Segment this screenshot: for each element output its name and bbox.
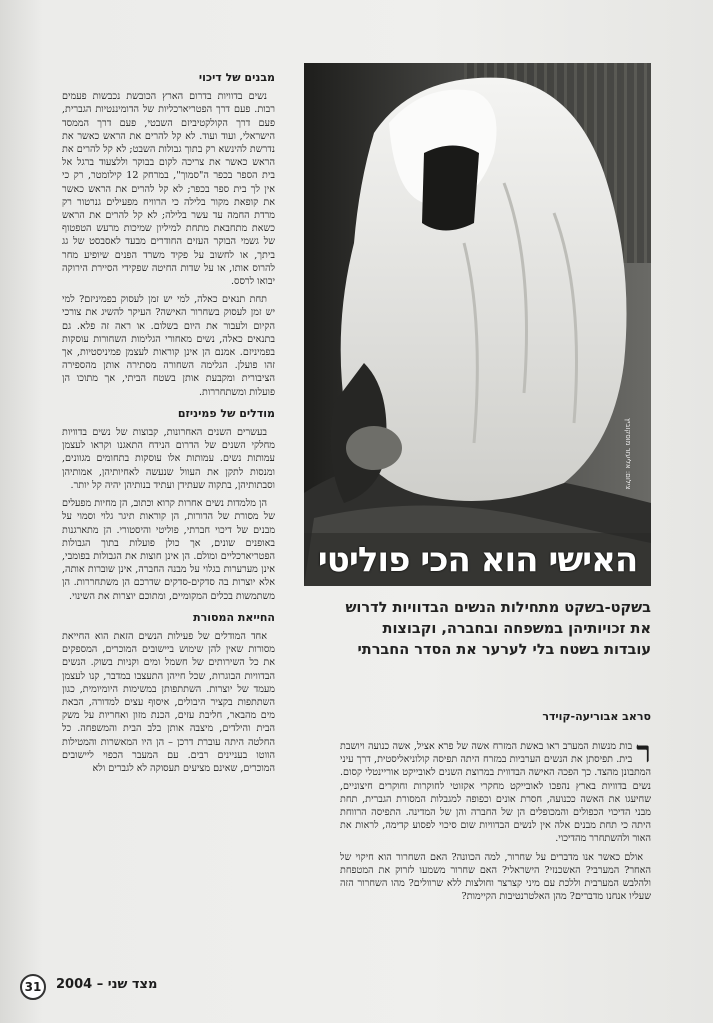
page-number: 31 — [20, 974, 46, 1000]
section-heading-oppression: מבנים של דיכוי — [198, 71, 275, 84]
section-heading-feminism-models: מודלים של פמיניזם — [177, 406, 275, 420]
veiled-woman-illustration — [304, 63, 651, 586]
paragraph: בות מנשות המערב ראו באשת המזרח אשה של פרא אציל, אשה כנועה ויושבת בית. תפיסתן את הנשים הערביות במזרח היתה תפיסה קולוניאליסטית, דרך עיני המתבונן מהצד. כך הפכה האישה הבדווית במרוצת השנים לאובייקט אוריינטלי קסום. נשים בדוויות בארץ נהפכו לאובייקט מחקרי אקזוטי לחוקרות וחוקרים חיצוניים, שחיעגו את האשה ככנועה, חסרת אונים וכפופה למגבלות המסורת הגברית, תחת מבני הדיכוי הכפולים והמכופלים הן של החברה והן של המדינה. התפיסה הרווחת היתה כי תחת מבנים אלה אין לנשים הבדוויות שום סיכוי לפסוע קדימה, לראות את האור ולהשתחרר מהדיכוי. — [340, 741, 651, 845]
drop-cap: ר — [636, 740, 651, 770]
paragraph: בעשרים השנים האחרונות, קבוצות של נשים בדוויות מחלקי השנים של הדרום הנידח התאגנו וקראו לעצמן עמותות נשים. עמותות אלו עוסקות בתחומים מגוונים, ומנסות לתקן את העוול שנעשה לאחיותיהן, אמותיהן וסבתותיהן, בתקוה שעתידן ועתיד בנותיהן יהיה קל יותר. — [62, 427, 275, 491]
paragraph: הן מלמדות נשים אחרות קרוא וכתוב, הן מחיות מפעלים של מסורת של הדורות, הן קוראות תיגר גלוי וסמוי על מבנים של דיכוי חברתי, פוליטי והיסטורי. הן מתארגנות באופנים שונים, אך כולן פועלות בתוך הגבולות הפטריארכליים ומולם. הן אינן חוצות את הגבולות בפומבי, אינן מערערות בגלוי על מבנה החברה, אינן שוברות אותה, אלא יוצרות בה סדקים-סדקים שדרכם הן משתחררות. הן משתמשות בכלים המקומיים, ומתוכם יוצרות את השינוי. — [62, 498, 275, 602]
article-photo — [304, 63, 651, 586]
paragraph: אחד המודלים של פעילות הנשים הזאת הוא החייאת מסורות שאין להן שימוש ביישובים המוכרים, המספקים את כל השירותים של חשמל ומים וקניות בשוק. הנשים הבדוויות הבוגרות, שכל חייהן התעצבו במדבר, קנו לעצמן מעמד של יוצרות. השתתפותן במשימות היומיומית, כגון השתתפות בקציר היבולים, איסוף עצים למדורה, הבאת מים מהבאר, חליבת עזים, הכנת מזון ואחריות על משק הבית והילדים, מיצבה אותן בלב הבית והמשפחה. כל החלטה היתה עוברת דרכן – הן היו המאשרות והמטילות הווטו בעניינים רבים. עם המעבר הכפוי ליישובים המוכרים, שאינם מציעים תעסוקה לא לגברים ולא — [62, 630, 275, 774]
paragraph: אולם כאשר אנו מדברים על שחרור, למה הכוונה? האם השחרור הוא חיקוי של האחר? המערבי? האשכנזי? הישראלי? האם שחרור משמעו לזרוק את המטפחת ולהלבש המערבית וללכת עם מיני קצרצר וחולצות ללא שרוולים? מהו השחרור הזה שעליו אנחנו מדברים? מהן האלטרנטיבות הקיימות? — [340, 851, 651, 903]
paragraph: תחת תנאים כאלה, למי יש זמן לעסוק בפמיניזם? למי יש זמן לעסוק בשחרור האישה? העיקר להשיג את צורכי הקיום ולעבור את היום בשלום. או ראה זה פלא. גם בתנאים כאלה, נשים מאחורי הגלימות השחורות עוסקות בפמיניזם. אמנם הן אינן קוראות לעצמן פמיניסטיות, אך זהו פועלן. הגלימה השחורה מסתירה אותן מהספירה הציבורית ומקבעת אותן בשטח הביתי, אך מתוכו הן פועלות ומשתחררות. — [62, 294, 275, 398]
subheadline: בשקט-בשקט מתחילות הנשים הבדוויות לדרוש את זכויותיהן במשפחה ובחברה, וקבוצות עובדות בשטח בלי לערער את הסדר החברתי — [345, 600, 651, 658]
headline-banner — [304, 533, 651, 586]
headline: האישי הוא הכי פוליטי — [317, 539, 638, 580]
publication-year: 2004 — [56, 977, 93, 992]
left-text-column — [62, 63, 275, 968]
photo-credit: צילום: אליעזר מוסקוביץ — [624, 418, 632, 490]
page-footer — [20, 974, 280, 1000]
section-heading-tradition-revival: החייאת המסורת — [193, 610, 275, 624]
publication-name: מצד שני — [107, 977, 158, 992]
paragraph: נשים בדוויות בדרום הארץ הכובשת נכבשות פעמים רבות. פעם דרך הפטריארכליות של הדומיננטיות הגברית, פעם דרך הקולקטיביזם השבטי, פעם דרך הממסד הישראלי, ועוד ועוד. לא קל להרים את הראש כאשר את נדרשת להינשא רק בתוך גבולות השבט; לא קל להרים את הראש כאשר את צריכה לקום בבוקר וללצעוד ברגל אל בית הספר בכפר ה"סמוך", במרחק 12 קילומטר, רק כי אין לך בית ספר בכפר; לא קל להרים את הראש כאשר את קופאת מקור בלילה כי הרוויח מפעילים גנרטור רק מרדת החמה עד עשר בלילה; לא קל להרים את הראש כשאת מתחבאת מתחת למיליון שמיכות מרעש הטפטוף של גשמי הבוקר העזים החודרים מבעד לאסבסט של גג ביתך, או לחשוב על פקיד משרד הפנים שיופיע מחר להרוס אותו, או על שדות החיטה שפקידי הסיירת הירוקה יבואו לרסס. — [62, 91, 275, 288]
author-byline: סראב אבוריעה-קוידר — [542, 710, 651, 723]
intro-text-column — [340, 740, 651, 955]
footer-publication: מצד שני – 2004 — [56, 977, 158, 992]
